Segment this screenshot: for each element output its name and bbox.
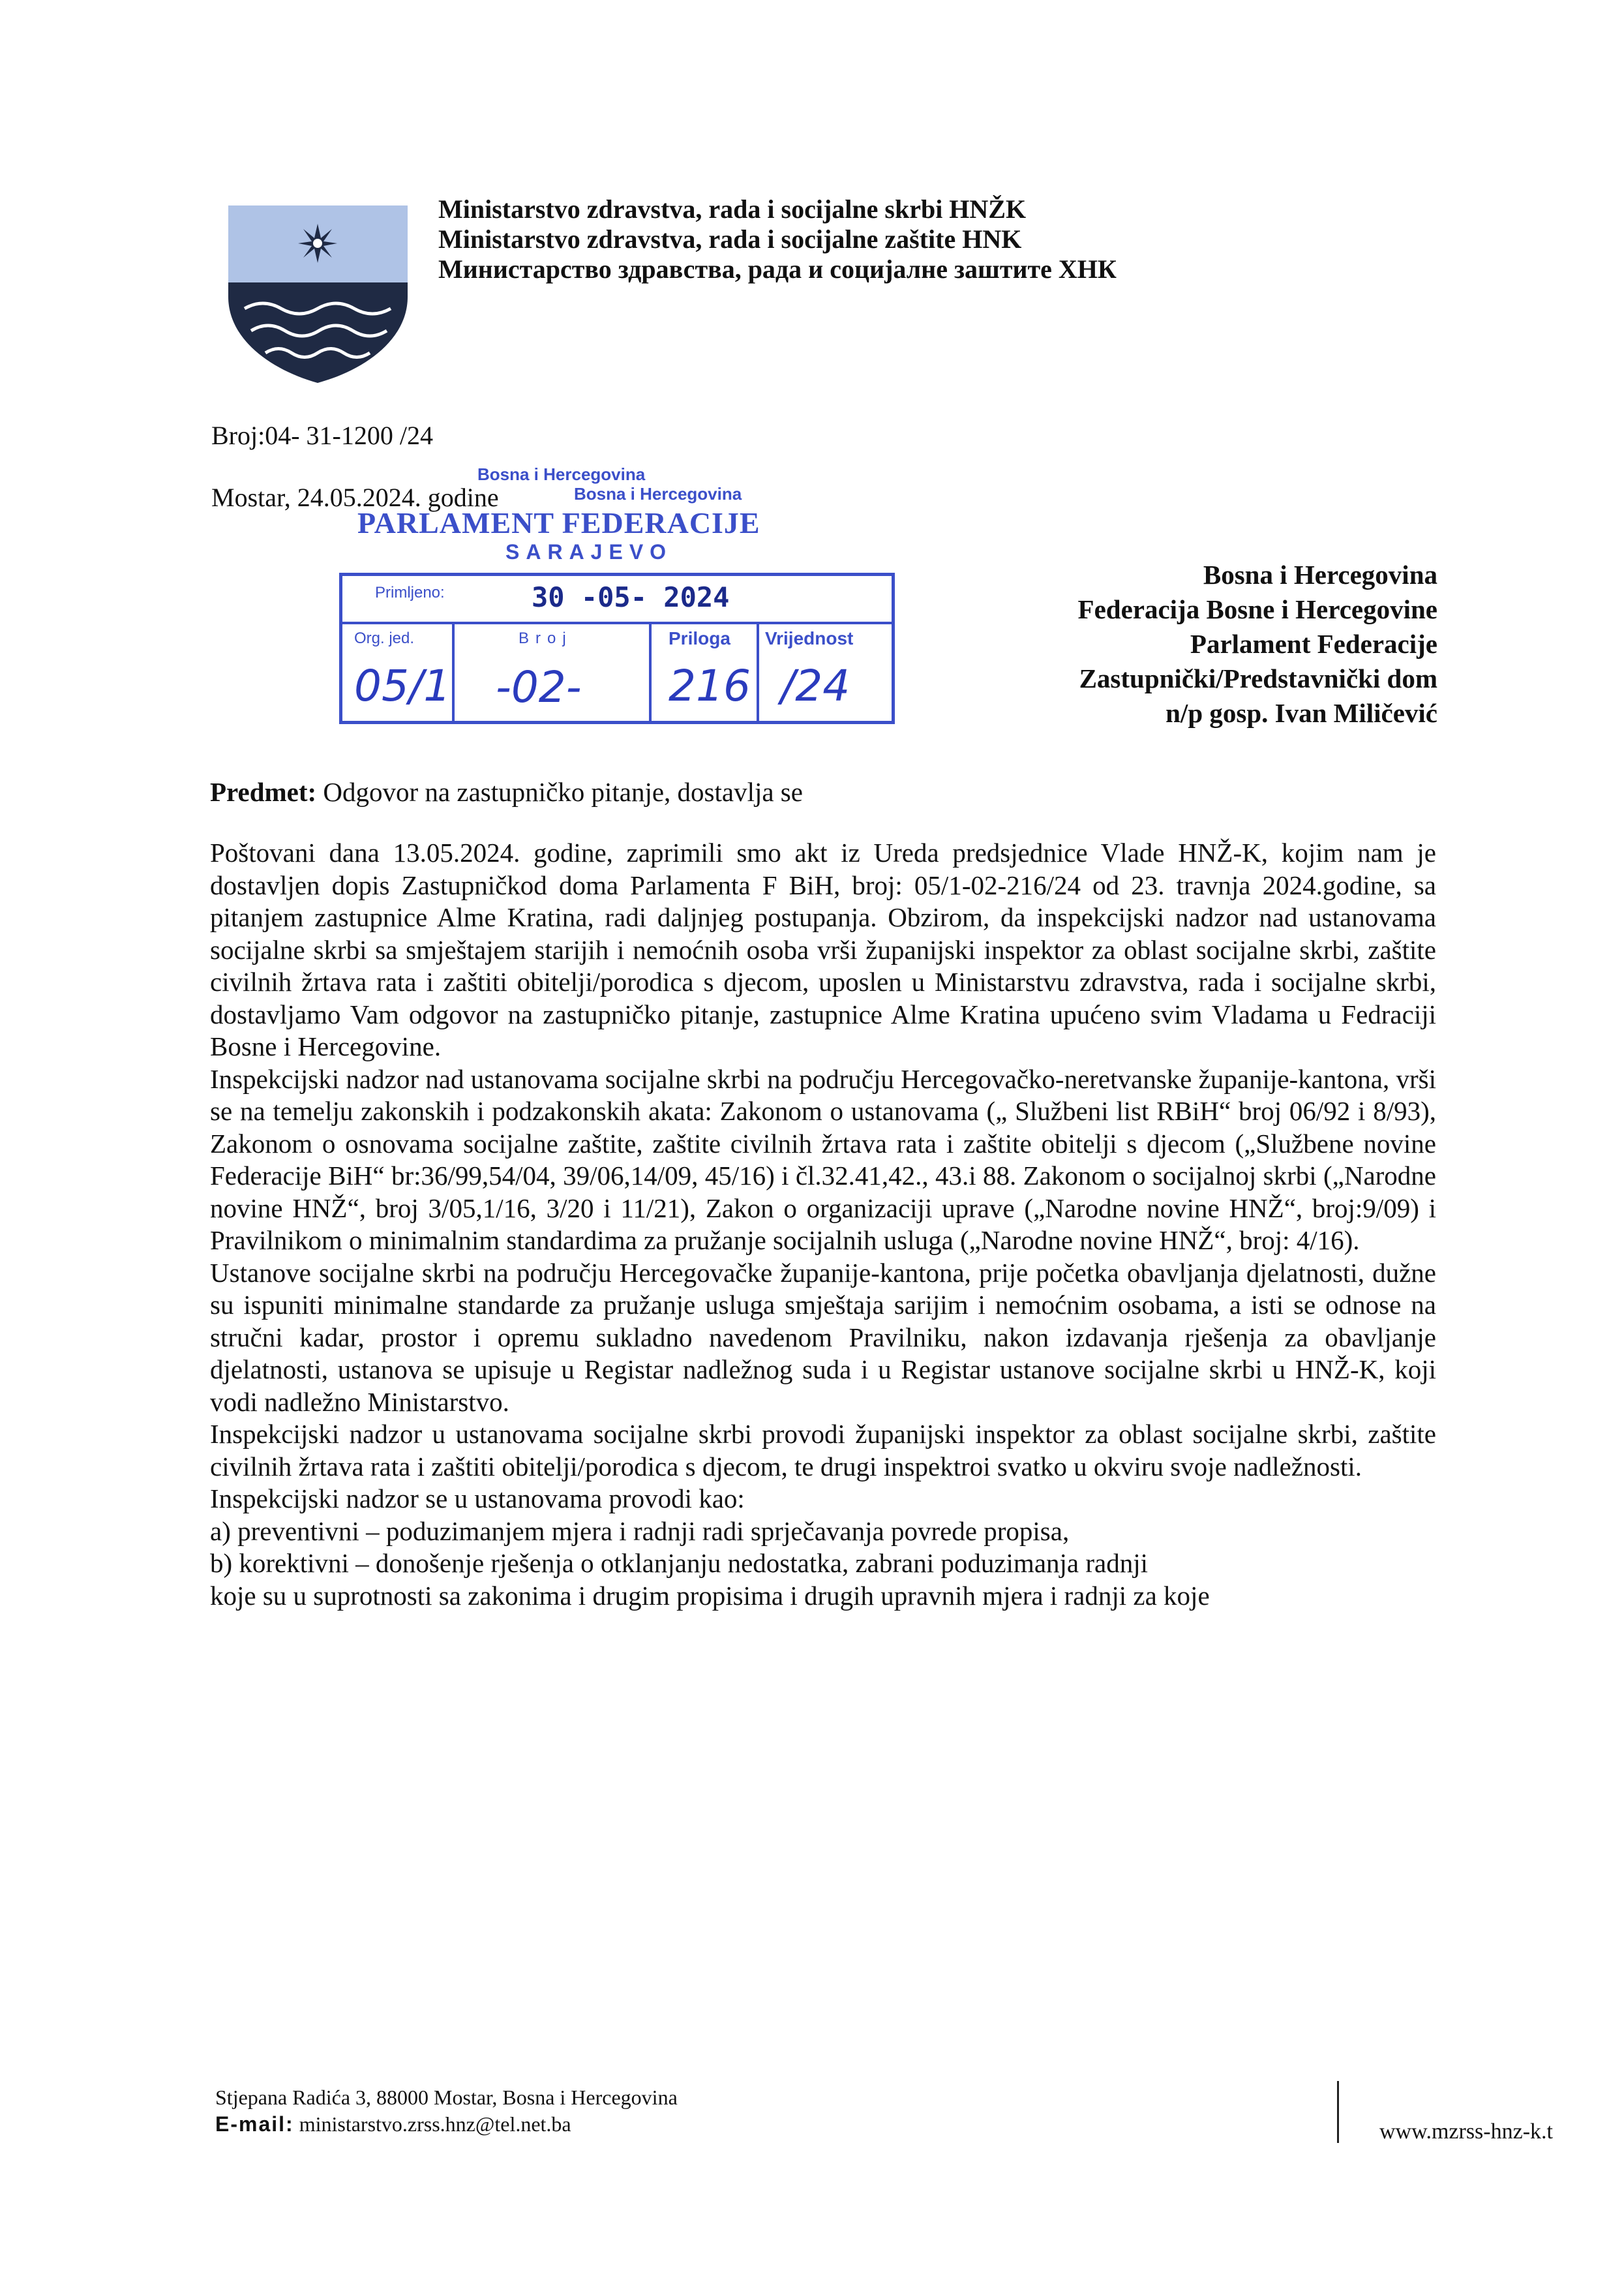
list-item-b-line-1: b) korektivni – donošenje rješenja o otklanjanju nedostatka, zabrani poduzimanja radnji xyxy=(210,1548,1148,1578)
footer-divider xyxy=(1337,2081,1339,2143)
handwritten-broj: -02- xyxy=(496,662,582,712)
list-item-a: a) preventivni – poduzimanjem mjera i radnji radi sprječavanja povrede propisa, xyxy=(210,1515,1070,1546)
footer-address: Stjepana Radića 3, 88000 Mostar, Bosna i Hercegovina xyxy=(215,2086,678,2109)
col-broj-label: Broj xyxy=(519,630,573,647)
list-item-b-line-2: koje su u suprotnosti sa zakonima i drugim propisima i drugih upravnih mjera i radnji za koje xyxy=(210,1580,1210,1611)
received-date: 30 -05- 2024 xyxy=(532,581,730,613)
document-number: Broj:04- 31-1200 /24 xyxy=(211,421,433,450)
ministry-name-cyrillic: Министарство здравства, рада и социјалне заштите ХНК xyxy=(438,254,1117,284)
body-paragraph-2: Inspekcijski nadzor nad ustanovama socijalne skrbi na području Hercegovačko-neretvanske županije-kantona, vrši se na temelju zakonskih i podzakonskih akata: Zakonom o ustanovama („ Službeni list RBiH“ broj 06/92 i 8/93), Zakonom o osnovama socijalne zaštite, zaštite civilnih žrtava rata i zaštite obitelji s djecom („Službene novine Federacije BiH“ br:36/99,54/04, 39/06,14/09, 45/16) i čl.32.41,42., 43.i 88. Zakonom o socijalnoj skrbi („Narodne novine HNŽ“, broj 3/05,1/16, 3/20 i 11/21), Zakon o organizaciji uprave („Narodne novine HNŽ“, broj:9/09) i Pravilnikom o minimalnim standardima za pružanje socijalnih usluga („Narodne novine HNŽ“, broj: 4/16). xyxy=(210,1063,1436,1255)
footer-website: www.mzrss-hnz-k.t xyxy=(1379,2119,1553,2144)
body-paragraph-4: Inspekcijski nadzor u ustanovama socijalne skrbi provodi županijski inspektor za oblast socijalne skrbi, zaštite civilnih žrtava rata i zaštiti obitelji/porodica s djecom, te drugi inspektroi svatko u okviru svoje nadležnosti. xyxy=(210,1419,1436,1481)
ministry-header xyxy=(438,194,1117,284)
handwritten-org: 05/1 xyxy=(354,661,451,711)
body-paragraph-1: Poštovani dana 13.05.2024. godine, zaprimili smo akt iz Ureda predsjednice Vlade HNŽ-K, kojim nam je dostavljen dopis Zastupničkod doma Parlamenta F BiH, broj: 05/1-02-216/24 od 23. travnja 2024.godine, sa pitanjem zastupnice Alme Kratina, radi daljnjeg postupanja. Obzirom, da inspekcijski nadzor nad ustanovama socijalne skrbi sa smještajem starijih i nemoćnih osoba vrši županijski inspektor za oblast socijalne skrbi, zaštite civilnih žrtava rata i zaštiti obitelji/porodica s djecom, uposlen u Ministarstvu zdravstva, rada i socijalne skrbi, dostavljamo Vam odgovor na zastupničko pitanje, zastupnice Alme Kratina upućeno svim Vladama u Fedraciji Bosne i Hercegovine. xyxy=(210,838,1436,1061)
recipient-line-house: Zastupnički/Predstavnički dom xyxy=(1079,663,1437,693)
footer-email xyxy=(215,2111,571,2137)
body-paragraph-5: Inspekcijski nadzor se u ustanovama provodi kao: xyxy=(210,1483,745,1513)
stamp-divider-vertical-3 xyxy=(757,622,759,721)
ministry-name-croatian: Ministarstvo zdravstva, rada i socijalne skrbi HNŽK xyxy=(438,194,1027,224)
place-and-date: Mostar, 24.05.2024. godine xyxy=(211,483,499,512)
subject-text: Odgovor na zastupničko pitanje, dostavlja se xyxy=(316,777,803,807)
letter-body xyxy=(210,837,1436,1612)
received-stamp xyxy=(339,573,895,724)
stamp-line-3: PARLAMENT FEDERACIJE xyxy=(357,506,760,539)
recipient-address xyxy=(1078,558,1437,731)
email-address: ministarstvo.zrss.hnz@tel.net.ba xyxy=(293,2112,571,2136)
col-priloga-label: Priloga xyxy=(669,628,730,648)
recipient-line-parliament: Parlament Federacije xyxy=(1190,629,1437,659)
coat-of-arms-logo xyxy=(225,199,411,385)
stamp-divider-vertical-2 xyxy=(649,622,652,721)
stamp-line-2: Bosna i Hercegovina xyxy=(574,484,742,504)
col-org-label: Org. jed. xyxy=(354,630,415,647)
recipient-line-country: Bosna i Hercegovina xyxy=(1203,560,1437,590)
handwritten-vrijednost: /24 xyxy=(781,661,850,711)
received-label: Primljeno: xyxy=(375,584,445,601)
email-label: E-mail: xyxy=(215,2112,294,2136)
stamp-divider-vertical-1 xyxy=(452,622,455,721)
subject-line xyxy=(210,776,803,808)
stamp-divider-horizontal xyxy=(342,622,892,624)
handwritten-priloga: 216 xyxy=(669,661,751,711)
col-vrijednost-label: Vrijednost xyxy=(765,628,854,648)
subject-label: Predmet: xyxy=(210,777,317,807)
recipient-line-attention: n/p gosp. Ivan Miličević xyxy=(1165,698,1437,728)
ministry-name-bosnian: Ministarstvo zdravstva, rada i socijalne zaštite HNK xyxy=(438,224,1022,254)
recipient-line-federation: Federacija Bosne i Hercegovine xyxy=(1077,594,1437,624)
stamp-line-1: Bosna i Hercegovina xyxy=(477,464,646,484)
stamp-line-4: SARAJEVO xyxy=(505,540,673,564)
body-paragraph-3: Ustanove socijalne skrbi na području Hercegovačke županije-kantona, prije početka obavljanja djelatnosti, dužne su ispuniti minimalne standarde za pružanje usluga smještaja sarijim i nemoćnim osobama, a isti se odnose na stručni kadar, prostor i opremu sukladno navedenom Pravilniku, nakon izdavanja rješenja za obavljanje djelatnosti, ustanova se upisuje u Registar nadležnog suda i u Registar ustanove socijalne skrbi u HNŽ-K, koji vodi nadležno Ministarstvo. xyxy=(210,1257,1436,1417)
